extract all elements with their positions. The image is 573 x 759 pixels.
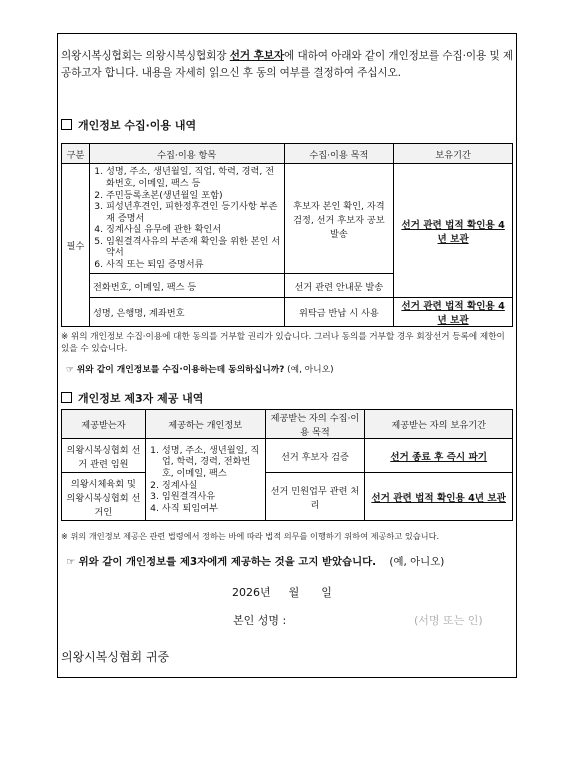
list-item: 3. 피성년후견인, 피한정후견인 등기사항 부존재 증명서 [106, 201, 281, 224]
recipient-cell: 의왕시체육회 및 의왕시복싱협회 선거인 [62, 473, 146, 521]
section2-title: 개인정보 제3자 제공 내역 [61, 390, 203, 406]
pointing-hand-icon: ☞ [66, 365, 74, 375]
items-list-cell [89, 164, 284, 274]
period-cell: 선거 종료 후 즉시 파기 [365, 439, 513, 473]
consent-options[interactable]: (예, 아니오) [389, 556, 445, 568]
recipient-cell: 의왕시복싱협회 선거 관련 임원 [62, 439, 146, 473]
list-item: 1. 성명, 주소, 생년월일, 직업, 학력, 경력, 전화번호, 이메일, 팩스 [162, 445, 262, 480]
purpose-cell: 선거 민원업무 관련 처리 [265, 473, 365, 521]
signature-label: 본인 성명 : [233, 614, 287, 627]
section2-note: ※ 위의 개인정보 제공은 관련 법령에서 정하는 바에 따라 법적 의무를 이행하기 위하여 제공하고 있습니다. [61, 531, 440, 541]
date-day[interactable]: 일 [321, 586, 332, 599]
list-item: 2. 주민등록초본(생년월일 포함) [106, 190, 281, 202]
pointing-hand-icon: ☞ [66, 556, 76, 568]
provided-info-cell [145, 439, 265, 521]
section1-consent-question: ☞ 위와 같이 개인정보를 수집·이용하는데 동의하십니까? (예, 아니오) [66, 365, 334, 375]
checkbox-square-icon [61, 119, 72, 130]
col-provided-info: 제공하는 개인정보 [145, 410, 265, 439]
col-recipient-purpose: 제공받는 자의 수집·이용 목적 [265, 410, 365, 439]
date-line [232, 584, 332, 600]
col-recipient: 제공받는자 [62, 410, 146, 439]
list-item: 4. 사직 퇴임여부 [162, 503, 262, 515]
list-item: 3. 임원결격사유 [162, 491, 262, 503]
list-item: 4. 징계사실 유무에 관한 확인서 [106, 224, 281, 236]
period-cell: 선거 관련 법적 확인용 4년 보관 [365, 473, 513, 521]
list-item: 5. 임원결격사유의 부존재 확인을 위한 본인 서약서 [106, 236, 281, 259]
col-category: 구분 [62, 144, 90, 164]
col-recipient-period: 제공받는 자의 보유기간 [365, 410, 513, 439]
list-item: 2. 징계사실 [162, 480, 262, 492]
collection-table [61, 143, 513, 327]
items-cell: 성명, 은행명, 계좌번호 [89, 298, 284, 327]
intro-paragraph: 의왕시복싱협회는 의왕시복싱협회장 선거 후보자에 대하여 아래와 같이 개인정보를 수집·이용 및 제공하고자 합니다. 내용을 자세히 읽으신 후 동의 여부를 결정하여 주십시오. [61, 50, 513, 79]
purpose-cell: 선거 관련 안내문 발송 [284, 274, 394, 298]
signature-hint[interactable]: (서명 또는 인) [414, 614, 483, 627]
col-period: 보유기간 [394, 144, 513, 164]
purpose-cell: 후보자 본인 확인, 자격 검정, 선거 후보자 공보 발송 [284, 164, 394, 274]
items-cell: 전화번호, 이메일, 팩스 등 [89, 274, 284, 298]
checkbox-square-icon [61, 392, 72, 403]
list-item: 6. 사직 또는 퇴임 증명서류 [106, 259, 281, 271]
purpose-cell: 선거 후보자 검증 [265, 439, 365, 473]
col-purpose: 수집·이용 목적 [284, 144, 394, 164]
period-cell: 선거 관련 법적 확인용 4년 보관 [394, 298, 513, 327]
category-required: 필수 [62, 164, 90, 327]
section1-title: 개인정보 수집·이용 내역 [61, 117, 196, 133]
purpose-cell: 위탁금 반납 시 사용 [284, 298, 394, 327]
section2-consent-question: ☞ 위와 같이 개인정보를 제3자에게 제공하는 것을 고지 받았습니다. (예, 아니오) [66, 556, 445, 568]
consent-options[interactable]: (예, 아니오) [287, 365, 334, 375]
date-month[interactable]: 월 [288, 586, 300, 599]
date-year: 2026년 [232, 586, 271, 599]
section1-note: ※ 위의 개인정보 수집·이용에 대한 동의를 거부할 권리가 있습니다. 그러나 동의를 거부할 경우 회장선거 등록에 제한이 있을 수 있습니다. [61, 332, 505, 354]
col-items: 수집·이용 항목 [89, 144, 284, 164]
third-party-table [61, 409, 513, 521]
footer-addressee: 의왕시복싱협회 귀중 [61, 650, 170, 664]
period-cell: 선거 관련 법적 확인용 4년 보관 [394, 164, 513, 298]
list-item: 1. 성명, 주소, 생년월일, 직업, 학력, 경력, 전화번호, 이메일, 팩스 등 [106, 166, 281, 189]
